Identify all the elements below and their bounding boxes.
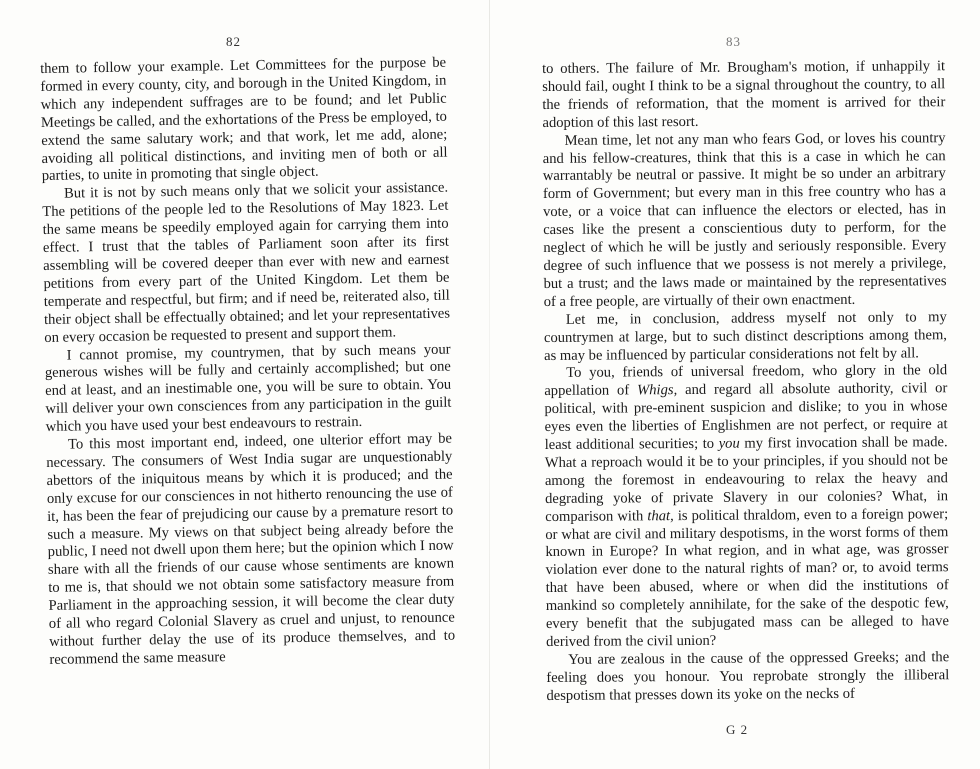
left-page-body — [40, 55, 456, 670]
right-page-number: 83 — [726, 34, 741, 49]
left-paragraph-1: them to follow your example. Let Committees for the purpose be formed in every county, city, and borough in the United Kingdom, in which any independent suffrages are to be found; and let Public Meetings be called, and the exhortations of the Press be employed, to extend the same salutary work; and that work, let me add, alone; avoiding all political distinctions, and inviting men of both or all parties, to unite in promoting that single object. — [40, 54, 448, 185]
p4-segment-a: To you, friends of universal freedom, who glory in the old appellation of — [544, 362, 948, 400]
left-paragraph-2: But it is not by such means only that we solicit your assistance. The petitions of the people led to the Resolutions of May 1823. Let the same means be speedily employed again for carrying them into effect. I trust that the tables of Parliament soon after its first assembling will be covered deeper than ever with new and earnest petitions from every part of the United Kingdom. Let them be temperate and respectful, but firm; and if need be, reiterated also, till their object shall be effectually obtained; and let your representatives on every occasion be requested to present and support them. — [42, 179, 451, 346]
right-paragraph-2: Mean time, let not any man who fears God, or loves his country and his fellow-creatures, think that this is a case in which he can warrantably be neutral or passive. It might be so under an arbitrary form of Government; but every man in this free country who has a vote, or a voice that can influence the electors or elected, has in cases like the present a conscientious duty to perform, for the neglect of which he will be justly and seriously responsible. Every degree of such influence that we possess is not merely a privilege, but a trust; and the laws made or maintained by the representatives of a free people, are virtually of their own enactment. — [542, 129, 947, 310]
p4-you: you — [718, 435, 740, 452]
p4-whigs: Whigs, — [636, 382, 678, 399]
left-page-number: 82 — [226, 34, 241, 49]
left-paragraph-3: I cannot promise, my countrymen, that by such means your generous wishes will be fully and certainly accomplished; but one end at least, and an inestimable one, you will be sure to obtain. You will deliver your own consciences from any participation in the guilt which you have used your best endeavours to restrain. — [44, 341, 452, 436]
right-paragraph-3: Let me, in conclusion, address myself not only to my countrymen at large, but to such distinct descriptions among them, as may be influenced by particular considerations not felt by all. — [543, 308, 947, 364]
right-paragraph-1: to others. The failure of Mr. Brougham's motion, if unhappily it should fail, ought I think to be a signal throughout the country, to all the friends of reformation, that the moment is arrived for their adoption of this last resort. — [542, 58, 946, 131]
p4-that: that, — [647, 507, 674, 524]
p4-segment-d: is political thraldom, even to a foreign power; or what are civil and military despotisms, in the worst forms of them known in Europe? In what region, and in what age, was grosser violation ever done to the natural rights of man? or, to avoid terms that have been abused, where or when did the institutions of mankind so completely annihilate, for the sake of the despotic few, every benefit that the subjugated mass can be alleged to have derived from the civil union? — [545, 505, 949, 650]
right-page — [490, 0, 980, 769]
right-page-body — [542, 58, 949, 705]
right-paragraph-4 — [544, 363, 949, 652]
p4-segment-c: my first invocation shall be made. What a reproach would it be to your principles, if you should not be among the foremost in endeavouring to relax the heavy and degrading yoke of private Slavery in our colonies? What, in comparison with — [544, 434, 949, 525]
signature-mark: G 2 — [726, 722, 749, 737]
p4-segment-b: and regard all absolute authority, civil or political, with pre-eminent suspicion and dislike; to you in whose eyes even the liberties of Englishmen are not perfect, or require at least additional securities; to — [544, 380, 948, 454]
right-paragraph-5: You are zealous in the cause of the oppressed Greeks; and the feeling does you honour. You reprobate strongly the illiberal despotism that presses down its yoke on the necks of — [546, 649, 950, 704]
left-paragraph-4: To this most important end, indeed, one ulterior effort may be necessary. The consumers of West India sugar are unquestionably abettors of the iniquitous means by which it is produced; and the only excuse for our consciences in not hitherto renouncing the use of it, has been the fear of prejudicing our cause by a premature resort to such a measure. My views on that subject being already before the public, I need not dwell upon them here; but the opinion which I now share with all the friends of our cause whose sentiments are known to me is, that should we not obtain some satisfactory measure from Parliament in the approaching session, it will become the clear duty of all who regard Colonial Slavery as cruel and unjust, to renounce without further delay the use of its produce themselves, and to recommend the same measure — [46, 430, 456, 668]
